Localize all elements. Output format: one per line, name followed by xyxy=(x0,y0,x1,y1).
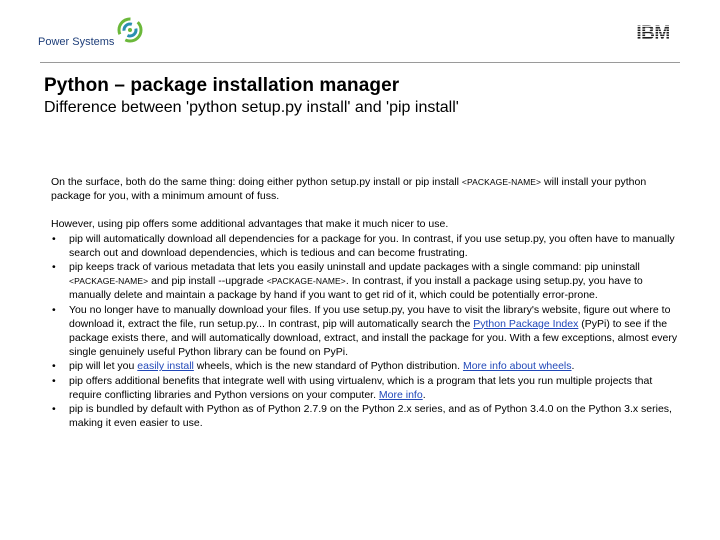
slide-subtitle: Difference between 'python setup.py install' and 'pip install' xyxy=(44,99,459,116)
list-item-text: wheels, which is the new standard of Python distribution. xyxy=(193,360,463,373)
advantages-list xyxy=(51,232,681,431)
intro-text-2: will install your python package for you, with a minimum amount of fuss. xyxy=(51,176,647,203)
slide-body xyxy=(51,175,681,430)
list-item-text: pip will automatically download all dependencies for a package for you. In contrast, if you use setup.py, you often have to manually search out and download dependencies, which is tedious and can become frustrating. xyxy=(69,232,675,259)
list-item-virtualenv xyxy=(51,374,681,402)
list-item-text: pip is bundled by default with Python as of Python 2.7.9 on the Python 2.x series, and as of Python 3.4.0 on the Python 3.x series, making it even easier to use. xyxy=(69,403,672,430)
lead-sentence: However, using pip offers some additional advantages that make it much nicer to use. xyxy=(51,218,449,231)
list-item-text: . In contrast, if you install a package using setup.py, you have to manually delete and maintain a package by hand if you want to get rid of it, which could be potentially error-prone. xyxy=(69,275,643,302)
list-item-text: (PyPi) to see if the package exists there, and will automatically download, extract, and install the package for you. With a few exceptions, almost every single genuinely useful Python library can be found on PyPi. xyxy=(69,317,678,359)
ibm-logo xyxy=(628,22,678,42)
package-name-placeholder: <PACKAGE-NAME> xyxy=(266,276,346,287)
python-package-index-link[interactable]: Python Package Index xyxy=(473,317,579,330)
list-item-text: pip keeps track of various metadata that lets you easily uninstall and update packages with a single command: pip uninstall xyxy=(69,261,640,274)
list-item-text: You no longer have to manually download your files. If you use setup.py, you have to visit the library's website, figure out where to download it, extract the file, run setup.py... In contrast, pip will automatically search the xyxy=(69,303,671,330)
ibm-logo-text: IBM xyxy=(636,23,670,42)
slide-title: Python – package installation manager xyxy=(44,75,400,96)
virtualenv-info-link[interactable]: More info xyxy=(378,388,423,401)
list-item-text: pip offers additional benefits that integrate well with using virtualenv, which is a program that lets you run multiple projects that require conflicting libraries and Python versions on your computer. xyxy=(69,374,653,401)
list-item-text: and pip install --upgrade xyxy=(148,275,267,288)
list-item-text: pip will let you xyxy=(69,360,138,373)
list-item-bundled xyxy=(51,402,681,430)
wheels-info-link[interactable]: More info about wheels xyxy=(462,360,572,373)
package-name-placeholder: <PACKAGE-NAME> xyxy=(69,276,149,287)
easily-install-link[interactable]: easily install xyxy=(137,360,194,373)
list-item-metadata xyxy=(51,260,681,303)
intro-paragraph xyxy=(51,175,681,203)
intro-text-1: On the surface, both do the same thing: doing either python setup.py install or pip install xyxy=(51,176,462,188)
list-item-download xyxy=(51,303,681,360)
list-item-text: . xyxy=(571,360,575,373)
header-divider xyxy=(40,62,680,63)
power-systems-text: Power Systems xyxy=(38,36,115,48)
package-name-placeholder: <PACKAGE-NAME> xyxy=(461,177,542,187)
power-systems-swirl-icon xyxy=(116,16,144,44)
list-item-wheels xyxy=(51,359,681,373)
list-item-text: . xyxy=(422,388,426,401)
power-systems-logo xyxy=(38,16,148,52)
list-item-dependencies xyxy=(51,232,681,260)
